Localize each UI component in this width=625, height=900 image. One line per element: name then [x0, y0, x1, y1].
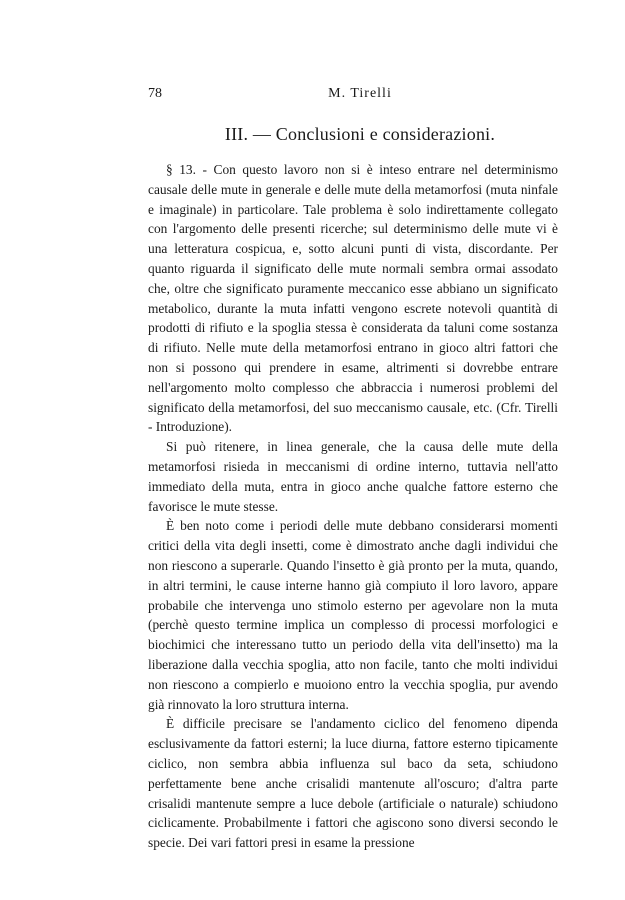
- page-header: [148, 86, 572, 106]
- paragraph-3: È ben noto come i periodi delle mute debbano considerarsi momenti critici della vita degli insetti, come è dimostrato anche dagli individui che non riescono a superarle. Quando l'insetto è già pronto per la muta, quando, in altri termini, le cause interne hanno già compiuto il loro lavoro, appare probabile che intervenga uno stimolo esterno per agevolare non la muta (perchè questo termine implica un complesso di processi morfologici e biochimici che interessano tutto un periodo della vita dell'insetto) ma la liberazione dalla vecchia spoglia, atto non facile, tanto che molti individui non riescono a compierlo e muoiono entro la vecchia spoglia, pur avendo già rinnovato la loro struttura interna.: [148, 518, 558, 712]
- paragraph-4: È difficile precisare se l'andamento ciclico del fenomeno dipenda esclusivamente da fattori esterni; la luce diurna, fattore esterno tipicamente ciclico, non sembra abbia influenza sul baco da seta, schiudono perfettamente bene anche crisalidi mantenute all'oscuro; d'altra parte crisalidi mantenute sempre a luce debole (artificiale o naturale) schiudono ciclicamente. Probabilmente i fattori che agiscono sono diversi secondo le specie. Dei vari fattori presi in esame la pressione: [148, 716, 558, 851]
- page-number: 78: [148, 86, 162, 101]
- paragraph-2: Si può ritenere, in linea generale, che la causa delle mute della metamorfosi risieda in meccanismi di ordine interno, tuttavia nell'atto immediato della muta, entra in gioco anche qualche fattore esterno che favorisce le mute stesse.: [148, 439, 558, 514]
- body-text: [148, 160, 558, 853]
- section-title: III. — Conclusioni e considerazioni.: [224, 124, 496, 144]
- paragraph-1: § 13. - Con questo lavoro non si è inteso entrare nel determinismo causale delle mute in generale e delle mute della metamorfosi (muta ninfale e imaginale) in particolare. Tale problema è solo indirettamente collegato con l'argomento delle presenti ricerche; sul determinismo delle mute vi è una letteratura cospicua, e, sotto alcuni punti di vista, discordante. Per quanto riguarda il significato delle mute normali sembra ormai assodato che, oltre che significato puramente meccanico esse abbiano un significato metabolico, durante la muta infatti vengono escrete notevoli quantità di prodotti di rifiuto e la spoglia stessa è considerata da taluni come sostanza di rifiuto. Nelle mute della metamorfosi entrano in gioco altri fattori che non si possono qui prendere in esame, altrimenti si dovrebbe entrare nell'argomento molto complesso che abbraccia i numerosi problemi del significato della metamorfosi, del suo meccanismo causale, etc. (Cfr. Tirelli - Introduzione).: [148, 162, 558, 435]
- running-head: M. Tirelli: [328, 86, 392, 101]
